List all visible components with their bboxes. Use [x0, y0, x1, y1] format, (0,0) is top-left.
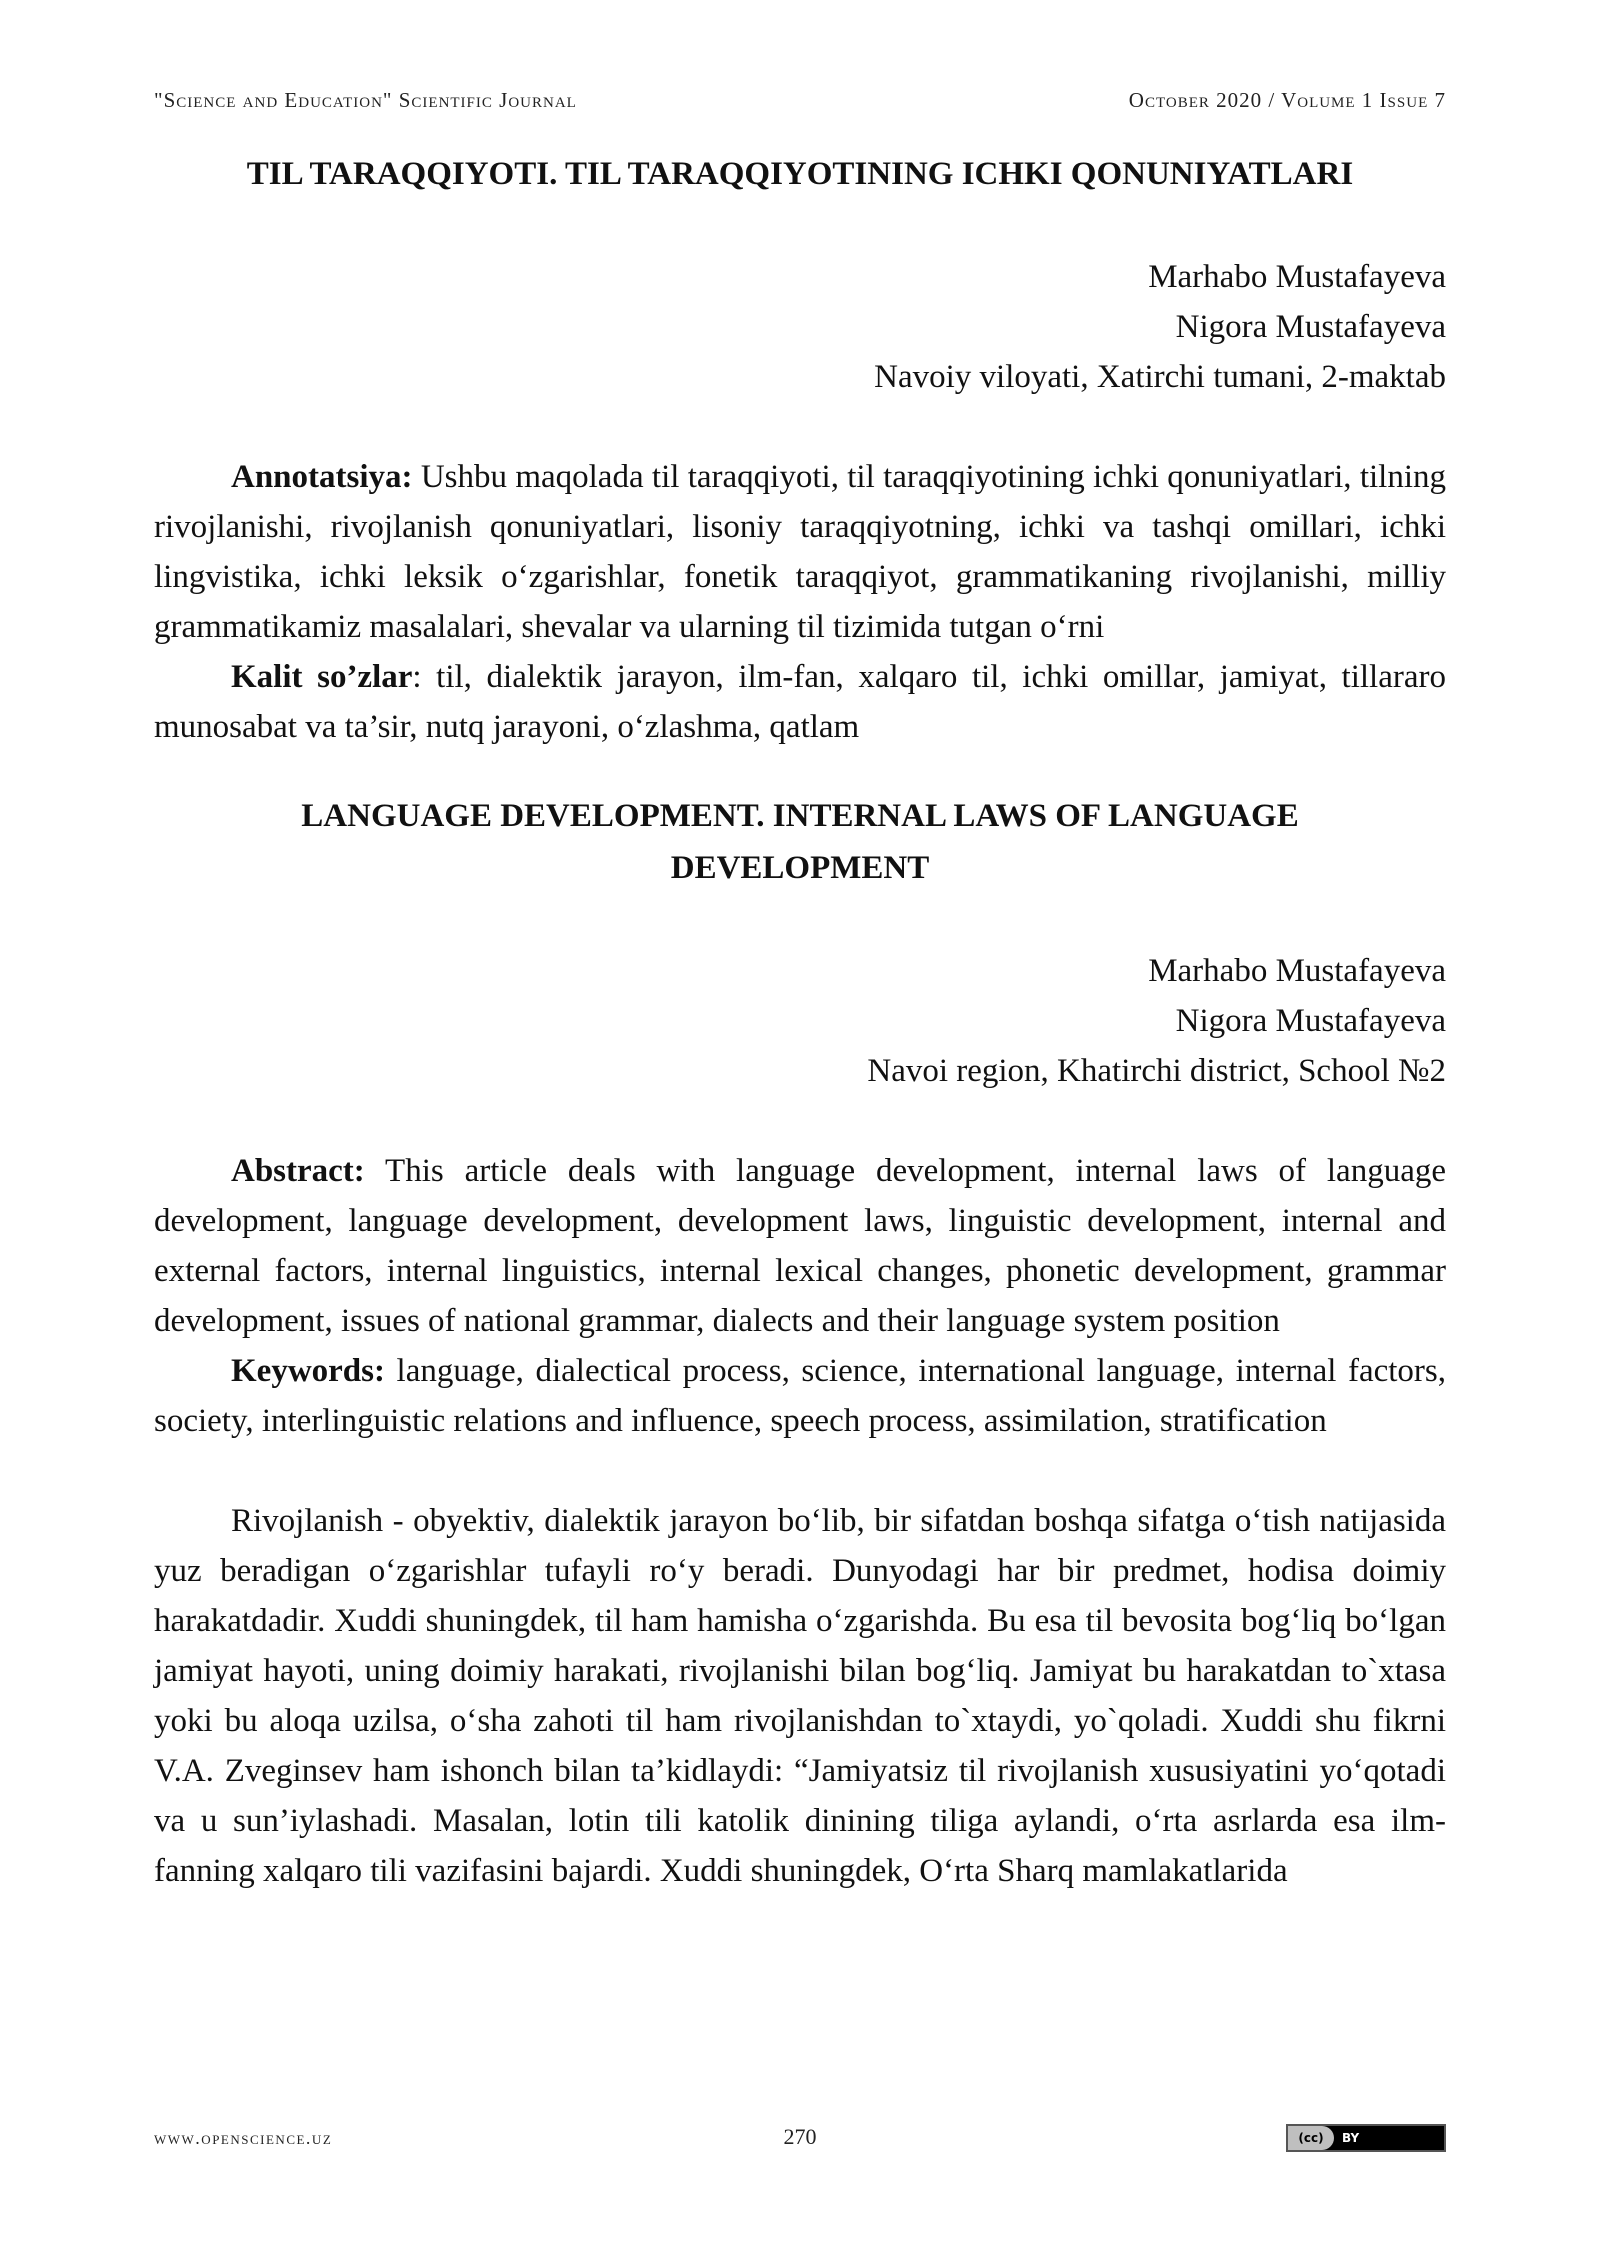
en-author-1: Marhabo Mustafayeva — [1148, 953, 1446, 989]
uz-authors — [154, 252, 1446, 402]
uz-abstract — [154, 452, 1446, 652]
cc-icon: (cc) — [1288, 2126, 1334, 2150]
page-footer — [154, 2124, 1446, 2158]
uz-keywords — [154, 652, 1446, 752]
uz-author-2: Nigora Mustafayeva — [1175, 309, 1446, 345]
en-affiliation: Navoi region, Khatirchi district, School №2 — [867, 1053, 1446, 1089]
running-header — [154, 88, 1446, 118]
journal-name: "Science and Education" Scientific Journal — [154, 88, 577, 112]
body-paragraph: Rivojlanish - obyektiv, dialektik jarayon bo‘lib, bir sifatdan boshqa sifatga o‘tish natijasida yuz beradigan o‘zgarishlar tufayli ro‘y beradi. Dunyodagi har bir predmet, hodisa doimiy harakatdadir. Xuddi shuningdek, til ham hamisha o‘zgarishda. Bu esa til bevosita bog‘liq bo‘lgan jamiyat hayoti, uning doimiy harakati, rivojlanishi bilan bog‘liq. Jamiyat bu harakatdan to`xtasa yoki bu aloqa uzilsa, o‘sha zahoti til ham rivojlanishdan to`xtaydi, yo`qoladi. Xuddi shu fikrni V.A. Zveginsev ham ishonch bilan ta’kidlaydi: “Jamiyatsiz til rivojlanish xususiyatini yo‘qotadi va u sun’iylashadi. Masalan, lotin tili katolik dinining tiliga aylandi, o‘rta asrlarda esa ilm-fanning xalqaro tili vazifasini bajardi. Xuddi shuningdek, O‘rta Sharq mamlakatlarida — [154, 1503, 1446, 1889]
en-keywords-label: Keywords: — [231, 1353, 385, 1389]
issue-info: October 2020 / Volume 1 Issue 7 — [1128, 88, 1446, 112]
cc-by-license-badge — [1286, 2124, 1446, 2152]
en-keywords — [154, 1346, 1446, 1446]
footer-website-link[interactable]: www.openscience.uz — [154, 2128, 333, 2148]
uz-keywords-text: : til, dialektik jarayon, ilm-fan, xalqaro til, ichki omillar, jamiyat, tillararo munosabat va ta’sir, nutq jarayoni, o‘zlashma, qatlam — [154, 659, 1446, 745]
uz-author-1: Marhabo Mustafayeva — [1148, 259, 1446, 295]
page-number: 270 — [783, 2124, 817, 2149]
en-abstract — [154, 1146, 1446, 1346]
en-abstract-label: Abstract: — [231, 1153, 365, 1189]
en-keywords-text: language, dialectical process, science, international language, internal factors, society, interlinguistic relations and influence, speech process, assimilation, stratification — [154, 1353, 1446, 1439]
uz-abstract-label: Annotatsiya: — [231, 459, 413, 495]
uz-abstract-text: Ushbu maqolada til taraqqiyoti, til taraqqiyotining ichki qonuniyatlari, tilning rivojlanishi, rivojlanish qonuniyatlari, lisoniy taraqqiyotning, ichki va tashqi omillari, ichki lingvistika, ichki leksik o‘zgarishlar, fonetik taraqqiyot, grammatikaning rivojlanishi, milliy grammatikamiz masalalari, shevalar va ularning til tizimida tutgan o‘rni — [154, 459, 1446, 645]
uz-keywords-label: Kalit so’zlar — [231, 659, 413, 695]
en-authors — [154, 946, 1446, 1096]
by-icon: BY — [1342, 2131, 1360, 2145]
en-abstract-text: This article deals with language development, internal laws of language development, language development, development laws, linguistic development, internal and external factors, internal linguistics, internal lexical changes, phonetic development, grammar development, issues of national grammar, dialects and their language system position — [154, 1153, 1446, 1339]
article-content — [154, 148, 1446, 1896]
uz-affiliation: Navoiy viloyati, Xatirchi tumani, 2-maktab — [874, 359, 1446, 395]
en-author-2: Nigora Mustafayeva — [1175, 1003, 1446, 1039]
en-title: LANGUAGE DEVELOPMENT. INTERNAL LAWS OF LANGUAGE DEVELOPMENT — [301, 798, 1299, 886]
uz-title: TIL TARAQQIYOTI. TIL TARAQQIYOTINING ICHKI QONUNIYATLARI — [246, 156, 1354, 192]
